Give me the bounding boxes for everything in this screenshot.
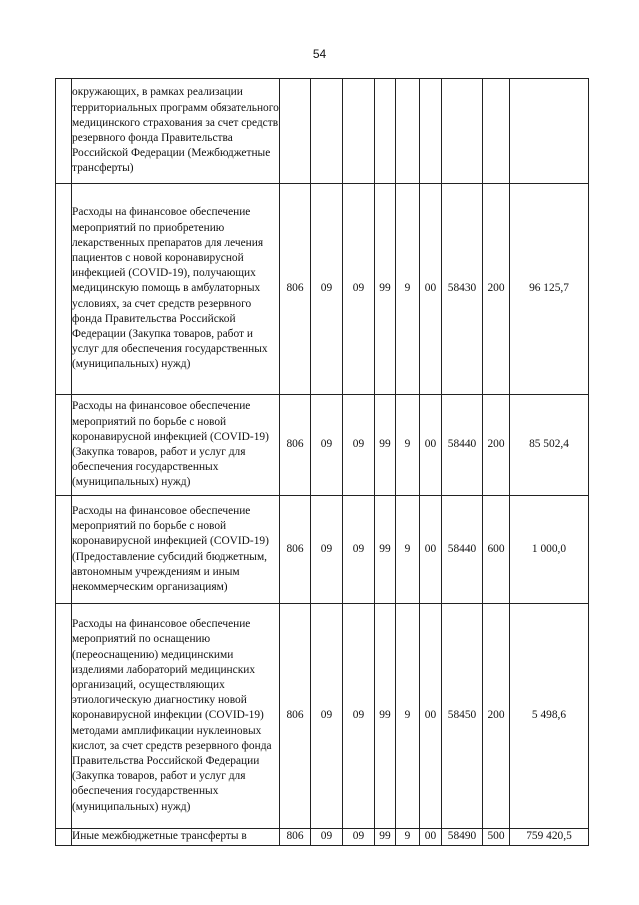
subsection-code: 09	[343, 395, 375, 496]
direction-code: 58430	[442, 184, 483, 395]
amount-cell: 5 498,6	[510, 604, 589, 829]
expense-type-code	[483, 79, 510, 184]
row-description: окружающих, в рамках реализации территориальных программ обязательного медицинского страхования за счет средств резервного фонда Правительства Российской Федерации (Межбюджетные трансферты)	[72, 79, 280, 184]
section-code: 09	[311, 395, 343, 496]
subprogram-code: 9	[396, 496, 420, 604]
subprogram-code: 9	[396, 395, 420, 496]
expense-type-code: 200	[483, 604, 510, 829]
activity-code: 00	[420, 496, 442, 604]
subsection-code	[343, 79, 375, 184]
section-code: 09	[311, 184, 343, 395]
ministry-code	[280, 79, 311, 184]
expense-type-code: 600	[483, 496, 510, 604]
direction-code: 58440	[442, 395, 483, 496]
program-code: 99	[375, 829, 396, 846]
ministry-code: 806	[280, 184, 311, 395]
ministry-code: 806	[280, 496, 311, 604]
table-row	[56, 79, 589, 184]
activity-code: 00	[420, 604, 442, 829]
direction-code: 58440	[442, 496, 483, 604]
section-code: 09	[311, 496, 343, 604]
subprogram-code	[396, 79, 420, 184]
row-description: Иные межбюджетные трансферты в	[72, 829, 280, 846]
row-marker-cell	[56, 79, 72, 184]
direction-code: 58490	[442, 829, 483, 846]
program-code: 99	[375, 604, 396, 829]
subprogram-code: 9	[396, 184, 420, 395]
row-marker-cell	[56, 395, 72, 496]
ministry-code: 806	[280, 604, 311, 829]
row-description: Расходы на финансовое обеспечение мероприятий по борьбе с новой коронавирусной инфекцией (COVID-19) (Закупка товаров, работ и услуг для обеспечения государственных (муниципальных) нужд)	[72, 395, 280, 496]
subprogram-code: 9	[396, 829, 420, 846]
subsection-code: 09	[343, 604, 375, 829]
table-row	[56, 395, 589, 496]
section-code: 09	[311, 829, 343, 846]
subsection-code: 09	[343, 829, 375, 846]
row-description: Расходы на финансовое обеспечение мероприятий по оснащению (переоснащению) медицинскими изделиями лабораторий медицинских организаций, осуществляющих этиологическую диагностику новой коронавирусной инфекции (COVID-19) методами амплификации нуклеиновых кислот, за счет средств резервного фонда Правительства Российской Федерации (Закупка товаров, работ и услуг для обеспечения государственных (муниципальных) нужд)	[72, 604, 280, 829]
ministry-code: 806	[280, 829, 311, 846]
activity-code: 00	[420, 829, 442, 846]
activity-code	[420, 79, 442, 184]
table-row	[56, 184, 589, 395]
expense-type-code: 500	[483, 829, 510, 846]
table-row	[56, 496, 589, 604]
table-row	[56, 829, 589, 846]
direction-code	[442, 79, 483, 184]
ministry-code: 806	[280, 395, 311, 496]
direction-code: 58450	[442, 604, 483, 829]
section-code: 09	[311, 604, 343, 829]
program-code: 99	[375, 184, 396, 395]
amount-cell: 96 125,7	[510, 184, 589, 395]
row-marker-cell	[56, 496, 72, 604]
program-code: 99	[375, 395, 396, 496]
activity-code: 00	[420, 184, 442, 395]
row-marker-cell	[56, 604, 72, 829]
row-marker-cell	[56, 829, 72, 846]
row-marker-cell	[56, 184, 72, 395]
amount-cell	[510, 79, 589, 184]
row-description: Расходы на финансовое обеспечение мероприятий по приобретению лекарственных препаратов для лечения пациентов с новой коронавирусной инфекцией (COVID-19), получающих медицинскую помощь в амбулаторных условиях, за счет средств резервного фонда Правительства Российской Федерации (Закупка товаров, работ и услуг для обеспечения государственных (муниципальных) нужд)	[72, 184, 280, 395]
program-code: 99	[375, 496, 396, 604]
page-number: 54	[312, 47, 327, 61]
amount-cell: 85 502,4	[510, 395, 589, 496]
subprogram-code: 9	[396, 604, 420, 829]
subsection-code: 09	[343, 184, 375, 395]
activity-code: 00	[420, 395, 442, 496]
subsection-code: 09	[343, 496, 375, 604]
program-code	[375, 79, 396, 184]
budget-table	[55, 78, 589, 846]
expense-type-code: 200	[483, 395, 510, 496]
amount-cell: 759 420,5	[510, 829, 589, 846]
row-description: Расходы на финансовое обеспечение мероприятий по борьбе с новой коронавирусной инфекцией (COVID-19) (Предоставление субсидий бюджетным, автономным учреждениям и иным некоммерческим организациям)	[72, 496, 280, 604]
amount-cell: 1 000,0	[510, 496, 589, 604]
table-row	[56, 604, 589, 829]
expense-type-code: 200	[483, 184, 510, 395]
section-code	[311, 79, 343, 184]
